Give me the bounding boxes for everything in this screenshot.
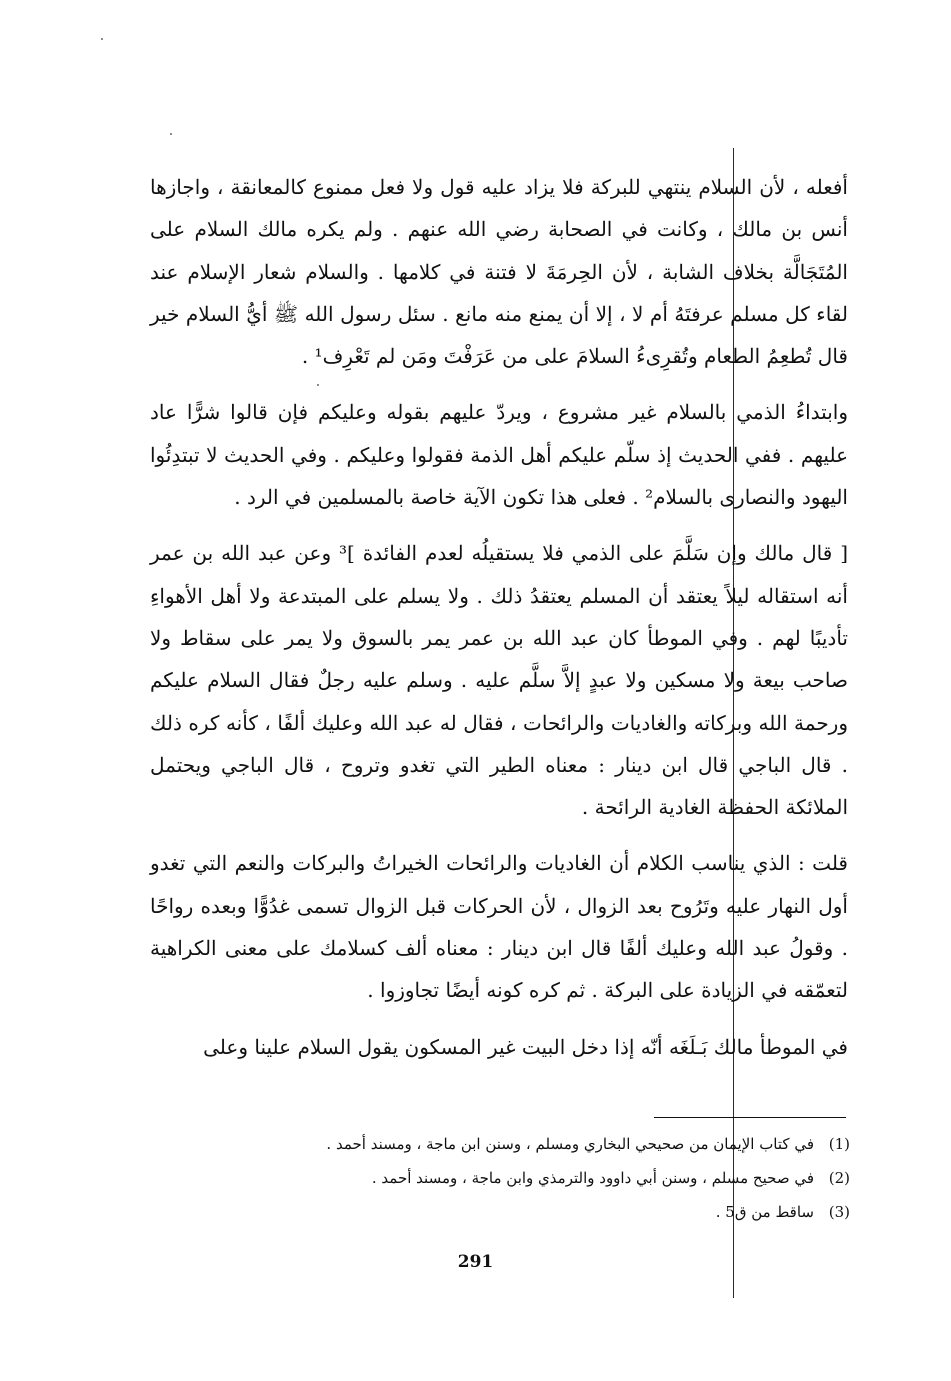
footnotes — [150, 1127, 850, 1229]
footnote-separator — [654, 1117, 846, 1118]
footnote-number: (1) — [828, 1135, 850, 1153]
footnote-text: في كتاب الإيمان من صحيحي البخاري ومسلم ، وسنن ابن ماجة ، ومسند أحمد . — [326, 1135, 814, 1153]
page-number: 291 — [457, 1252, 494, 1272]
paragraph-4: قلت : الذي يناسب الكلام أن الغاديات والرائحات الخيراتُ والبركات والنعم التي تغدو أول النهار عليه وتَرُوح بعد الزوال ، لأن الحركات قبل الزوال تسمى غدُوًّا وبعده رواحًا . وقولُ عبد الله وعليك ألفًا قال ابن دينار : معناه ألف كسلامك على معنى الكراهية لتعمّقه في الزيادة على البركة . ثم كره كونه أيضًا تجاوزوا . — [150, 851, 848, 1003]
footnote-1 — [150, 1127, 850, 1161]
footnote-text: ساقط من ق5 . — [715, 1203, 814, 1221]
footnote-number: (2) — [828, 1169, 850, 1187]
paragraph-5: في الموطأ مالك بَـلَغَه أنّه إذا دخل البيت غير المسكون يقول السلام علينا وعلى — [203, 1034, 848, 1059]
paragraph-3: [ قال مالك وإن سَلَّمَ على الذمي فلا يستقيلُه لعدم الفائدة ]³ وعن عبد الله بن عمر أنه استقاله ليلاً يعتقد أن المسلم يعتقدُ ذلك . ولا يسلم على المبتدعة ولا أهل الأهواءِ تأديبًا لهم . وفي الموطأ كان عبد الله بن عمر يمر بالسوق ولا يمر على سقاط ولا صاحب بيعة ولا مسكين ولا عبدٍ إلاَّ سلَّم عليه . وسلم عليه رجلٌ فقال السلام عليكم ورحمة الله وبركاته والغاديات والرائحات ، فقال له عبد الله وعليك ألفًا ، كأنه كره ذلك . قال الباجي قال ابن دينار : معناه الطير التي تغدو وتروح ، قال الباجي ويحتمل الملائكة الحفظة الغادية الرائحة . — [150, 541, 848, 820]
paragraph-1: أفعله ، لأن السلام ينتهي للبركة فلا يزاد عليه قول ولا فعل ممنوع كالمعانقة ، واجازها أنس بن مالك ، وكانت في الصحابة رضي الله عنهم . ولم يكره مالك السلام على المُتَجَالَّة بخلاف الشابة ، لأن الحِرمَةَ لا فتنة في كلامها . والسلام شعار الإسلام عند لقاء كل مسلم عرفتَهُ أم لا ، إلا أن يمنع منه مانع . سئل رسول الله ﷺ أيُّ السلام خير قال تُطعِمُ الطعام وتُقرِىءُ السلامَ على من عَرَفْتَ ومَن لم تَعْرِف¹ . — [150, 175, 848, 369]
footnote-number: (3) — [828, 1203, 850, 1221]
paragraph-2: وابتداءُ الذمي بالسلام غير مشروع ، ويردّ عليهم بقوله وعليكم فإن قالوا شرًّا عاد عليهم . ففي الحديث إذ سلّم عليكم أهل الذمة فقولوا وعليكم . وفي الحديث لا تبتدِئُوا اليهود والنصارى بالسلام² . فعلى هذا تكون الآية خاصة بالمسلمين في الرد . — [150, 400, 848, 510]
footnote-3 — [150, 1195, 850, 1229]
main-text — [150, 166, 848, 1068]
footnote-2 — [150, 1161, 850, 1195]
footnote-text: في صحيح مسلم ، وسنن أبي داوود والترمذي وابن ماجة ، ومسند أحمد . — [371, 1169, 814, 1187]
